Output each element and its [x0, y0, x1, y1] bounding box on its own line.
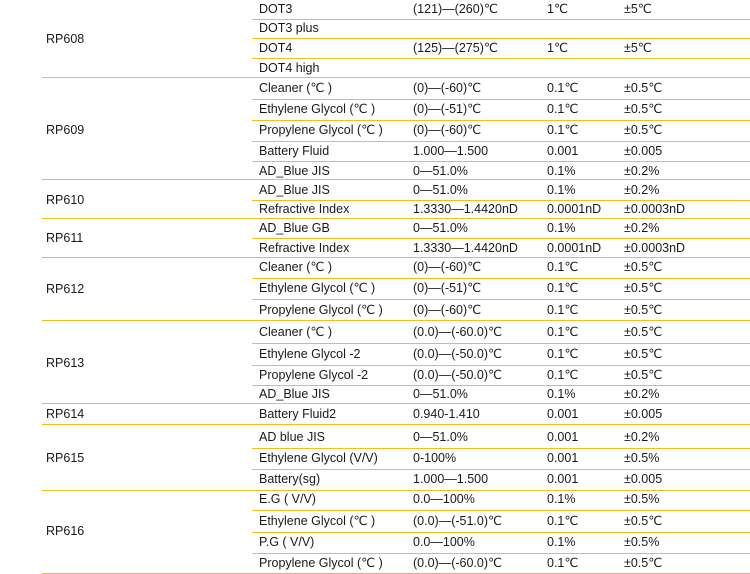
accuracy-cell: ±0.2%: [624, 183, 660, 197]
row-divider: [252, 58, 750, 59]
accuracy-cell: ±0.5℃: [624, 514, 663, 528]
row-divider: [252, 553, 750, 554]
row-divider: [252, 278, 750, 279]
resolution-cell: 1℃: [547, 41, 568, 55]
resolution-cell: 0.001: [547, 451, 579, 465]
row-divider: [252, 141, 750, 142]
item-name-cell: AD_Blue JIS: [259, 387, 330, 401]
group-divider: [42, 320, 750, 321]
model-label: RP615: [46, 451, 85, 465]
model-label: RP611: [46, 231, 84, 245]
item-name-cell: Cleaner (℃ ): [259, 81, 333, 95]
range-cell: 1.000—1.500: [413, 472, 489, 486]
resolution-cell: 0.1℃: [547, 325, 579, 339]
row-divider: [252, 161, 750, 162]
accuracy-cell: ±0.2%: [624, 387, 660, 401]
range-cell: (0)—(-60)℃: [413, 123, 482, 137]
row-divider: [252, 532, 750, 533]
item-name-cell: Ethylene Glycol (V/V): [259, 451, 378, 465]
range-cell: 1.000—1.500: [413, 144, 489, 158]
group-divider: [192, 403, 750, 404]
group-divider: [42, 424, 750, 425]
resolution-cell: 0.1℃: [547, 123, 579, 137]
range-cell: 0—51.0%: [413, 183, 468, 197]
row-divider: [252, 19, 750, 20]
accuracy-cell: ±0.0003nD: [624, 241, 686, 255]
resolution-cell: 0.1%: [547, 221, 576, 235]
item-name-cell: AD_Blue GB: [259, 221, 330, 235]
item-name-cell: DOT4 high: [259, 61, 320, 75]
resolution-cell: 0.1℃: [547, 347, 579, 361]
range-cell: 0.940-1.410: [413, 407, 480, 421]
range-cell: 0—51.0%: [413, 164, 468, 178]
model-label: RP609: [46, 122, 85, 137]
accuracy-cell: ±0.5℃: [624, 368, 663, 382]
item-name-cell: Propylene Glycol -2: [259, 368, 369, 382]
group-divider: [42, 218, 750, 219]
item-name-cell: DOT3 plus: [259, 21, 319, 35]
group-divider: [42, 490, 192, 491]
model-label: RP614: [46, 407, 85, 421]
accuracy-cell: ±0.5℃: [624, 81, 663, 95]
resolution-cell: 0.1℃: [547, 368, 579, 382]
group-divider: [192, 179, 750, 180]
resolution-cell: 0.1%: [547, 492, 576, 506]
item-name-cell: E.G ( V/V): [259, 492, 316, 506]
row-divider: [252, 99, 750, 100]
accuracy-cell: ±0.5℃: [624, 123, 663, 137]
row-divider: [252, 469, 750, 470]
resolution-cell: 0.1%: [547, 535, 576, 549]
item-name-cell: DOT4: [259, 41, 293, 55]
group-divider: [42, 257, 750, 258]
item-name-cell: Refractive Index: [259, 202, 350, 216]
item-name-cell: DOT3: [259, 2, 293, 16]
range-cell: (0.0)—(-50.0)℃: [413, 347, 503, 361]
accuracy-cell: ±5℃: [624, 2, 652, 16]
accuracy-cell: ±0.2%: [624, 430, 660, 444]
accuracy-cell: ±0.005: [624, 144, 663, 158]
accuracy-cell: ±0.2%: [624, 221, 660, 235]
group-divider: [192, 490, 750, 491]
item-name-cell: Propylene Glycol (℃ ): [259, 556, 383, 570]
range-cell: (0)—(-51)℃: [413, 281, 482, 295]
accuracy-cell: ±0.5℃: [624, 281, 663, 295]
resolution-cell: 0.1℃: [547, 303, 579, 317]
row-divider: [252, 385, 750, 386]
resolution-cell: 0.001: [547, 430, 579, 444]
range-cell: (0)—(-60)℃: [413, 81, 482, 95]
item-name-cell: Ethylene Glycol (℃ ): [259, 102, 376, 116]
range-cell: 0.0—100%: [413, 492, 475, 506]
row-divider: [252, 299, 750, 300]
range-cell: 0-100%: [413, 451, 457, 465]
range-cell: 0—51.0%: [413, 387, 468, 401]
group-divider: [42, 179, 192, 180]
range-cell: (0.0)—(-60.0)℃: [413, 325, 503, 339]
model-label: RP616: [46, 524, 85, 538]
accuracy-cell: ±0.5℃: [624, 325, 663, 339]
resolution-cell: 0.001: [547, 144, 579, 158]
item-name-cell: Refractive Index: [259, 241, 350, 255]
item-name-cell: Ethylene Glycol -2: [259, 347, 361, 361]
item-name-cell: AD_Blue JIS: [259, 183, 330, 197]
range-cell: 0—51.0%: [413, 430, 468, 444]
resolution-cell: 0.1%: [547, 387, 576, 401]
accuracy-cell: ±5℃: [624, 41, 652, 55]
model-label: RP608: [46, 31, 85, 46]
resolution-cell: 0.0001nD: [547, 202, 602, 216]
item-name-cell: P.G ( V/V): [259, 535, 315, 549]
accuracy-cell: ±0.5%: [624, 451, 660, 465]
accuracy-cell: ±0.5℃: [624, 556, 663, 570]
row-divider: [252, 448, 750, 449]
accuracy-cell: ±0.5%: [624, 492, 660, 506]
resolution-cell: 0.0001nD: [547, 241, 602, 255]
resolution-cell: 0.001: [547, 472, 579, 486]
item-name-cell: Battery Fluid2: [259, 407, 337, 421]
row-divider: [252, 510, 750, 511]
range-cell: 1.3330—1.4420nD: [413, 241, 518, 255]
resolution-cell: 0.1℃: [547, 514, 579, 528]
row-divider: [252, 120, 750, 121]
item-name-cell: Propylene Glycol (℃ ): [259, 123, 383, 137]
range-cell: (121)—(260)℃: [413, 2, 498, 16]
item-name-cell: AD blue JIS: [259, 430, 326, 444]
accuracy-cell: ±0.005: [624, 472, 663, 486]
item-name-cell: Ethylene Glycol (℃ ): [259, 281, 376, 295]
range-cell: (0)—(-60)℃: [413, 260, 482, 274]
resolution-cell: 0.1℃: [547, 281, 579, 295]
range-cell: (0)—(-60)℃: [413, 303, 482, 317]
item-name-cell: Cleaner (℃ ): [259, 260, 333, 274]
resolution-cell: 0.1℃: [547, 260, 579, 274]
range-cell: 0—51.0%: [413, 221, 468, 235]
range-cell: 0.0—100%: [413, 535, 475, 549]
range-cell: (0.0)—(-51.0)℃: [413, 514, 503, 528]
accuracy-cell: ±0.5%: [624, 535, 660, 549]
resolution-cell: 0.1℃: [547, 102, 579, 116]
row-divider: [252, 365, 750, 366]
group-divider: [42, 403, 192, 404]
row-divider: [252, 238, 750, 239]
resolution-cell: 0.1%: [547, 183, 576, 197]
accuracy-cell: ±0.5℃: [624, 347, 663, 361]
model-label: RP612: [46, 281, 85, 296]
model-label: RP613: [46, 356, 85, 370]
row-divider: [252, 38, 750, 39]
resolution-cell: 0.1℃: [547, 556, 579, 570]
accuracy-cell: ±0.005: [624, 407, 663, 421]
accuracy-cell: ±0.2%: [624, 164, 660, 178]
resolution-cell: 1℃: [547, 2, 568, 16]
item-name-cell: AD_Blue JIS: [259, 164, 330, 178]
item-name-cell: Battery(sg): [259, 472, 321, 486]
range-cell: (125)—(275)℃: [413, 41, 498, 55]
item-name-cell: Battery Fluid: [259, 144, 330, 158]
accuracy-cell: ±0.0003nD: [624, 202, 686, 216]
row-divider: [252, 343, 750, 344]
range-cell: 1.3330—1.4420nD: [413, 202, 518, 216]
resolution-cell: 0.1%: [547, 164, 576, 178]
resolution-cell: 0.1℃: [547, 81, 579, 95]
range-cell: (0.0)—(-50.0)℃: [413, 368, 503, 382]
item-name-cell: Cleaner (℃ ): [259, 325, 333, 339]
item-name-cell: Propylene Glycol (℃ ): [259, 303, 383, 317]
item-name-cell: Ethylene Glycol (℃ ): [259, 514, 376, 528]
group-divider: [42, 77, 750, 78]
accuracy-cell: ±0.5℃: [624, 303, 663, 317]
range-cell: (0)—(-51)℃: [413, 102, 482, 116]
accuracy-cell: ±0.5℃: [624, 260, 663, 274]
range-cell: (0.0)—(-60.0)℃: [413, 556, 503, 570]
accuracy-cell: ±0.5℃: [624, 102, 663, 116]
resolution-cell: 0.001: [547, 407, 579, 421]
model-label: RP610: [46, 192, 85, 207]
row-divider: [252, 200, 750, 201]
